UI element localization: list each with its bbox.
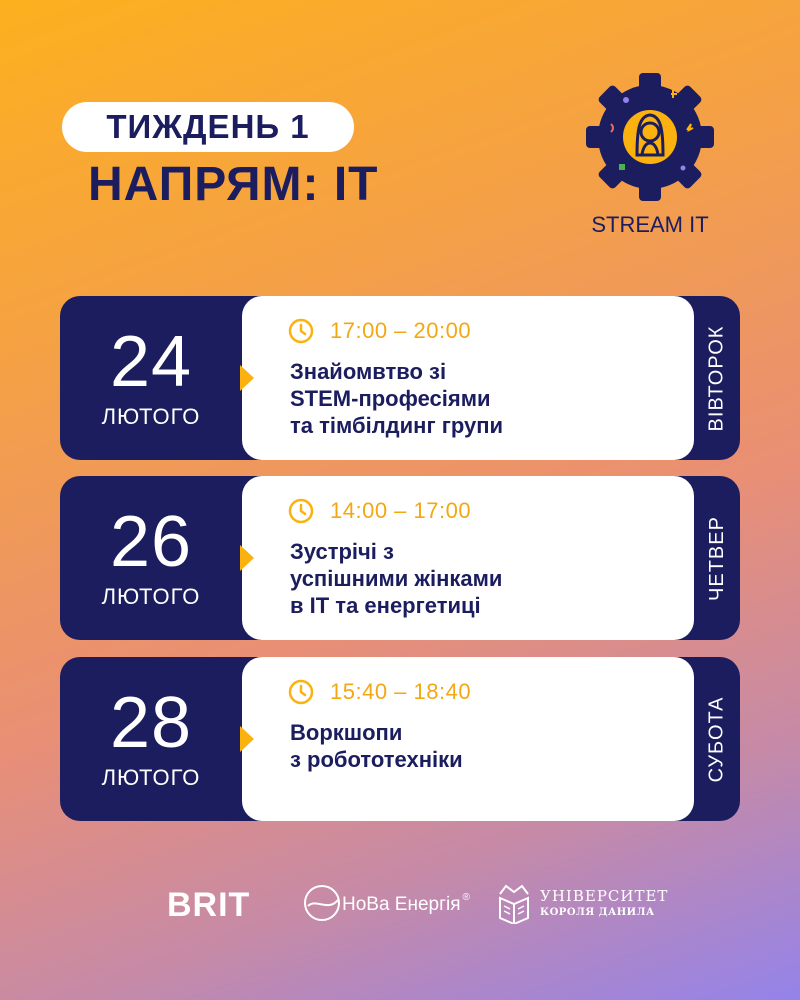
- event-title-line: успішними жінками: [290, 566, 503, 591]
- event-card: [60, 296, 740, 460]
- clock-icon: [288, 498, 314, 524]
- event-time: 17:00 – 20:00: [330, 318, 472, 343]
- event-day: 28: [109, 683, 193, 763]
- event-details: [242, 657, 694, 821]
- event-title-line: в IT та енергетиці: [290, 593, 481, 618]
- event-time: 15:40 – 18:40: [330, 679, 472, 704]
- event-title-line: та тімбілдинг групи: [290, 413, 504, 438]
- university-logo: [496, 880, 668, 924]
- registered-mark: ®: [462, 891, 470, 903]
- event-title-line: Зустрічі з: [290, 539, 394, 564]
- event-day: 26: [109, 502, 193, 582]
- event-title: [290, 719, 680, 773]
- logo-caption: STREAM IT: [591, 212, 709, 237]
- crown-book-icon: [496, 880, 532, 924]
- event-title: [290, 358, 680, 439]
- clock-icon: [288, 679, 314, 705]
- event-title-line: Знайомвтво зі: [290, 359, 447, 384]
- event-title-line: з робототехніки: [290, 747, 463, 772]
- clock-icon: [288, 318, 314, 344]
- event-card: [60, 476, 740, 640]
- event-title-line: STEM-професіями: [290, 386, 491, 411]
- nova-energiya-logo: [302, 882, 470, 924]
- event-month: ЛЮТОГО: [101, 404, 201, 429]
- page-title: НАПРЯМ: IT: [88, 158, 379, 211]
- event-month: ЛЮТОГО: [101, 765, 201, 790]
- event-time-row: [288, 679, 471, 705]
- event-date: [60, 476, 242, 640]
- brit-logo: BRIT: [167, 886, 251, 924]
- partner-logos: [0, 880, 800, 940]
- event-date: [60, 296, 242, 460]
- event-details: [242, 476, 694, 640]
- event-month: ЛЮТОГО: [101, 584, 201, 609]
- university-name-line2: КОРОЛЯ ДАНИЛА: [540, 906, 655, 918]
- event-title-line: Воркшопи: [290, 720, 403, 745]
- arrow-icon: [240, 365, 254, 391]
- event-time-row: [288, 318, 471, 344]
- arrow-icon: [240, 726, 254, 752]
- event-weekday: [694, 657, 740, 821]
- event-time: 14:00 – 17:00: [330, 498, 472, 523]
- event-title: [290, 538, 680, 619]
- event-card: [60, 657, 740, 821]
- event-day: 24: [109, 322, 193, 402]
- event-date: [60, 657, 242, 821]
- arrow-icon: [240, 545, 254, 571]
- event-details: [242, 296, 694, 460]
- stream-it-logo-icon: [583, 70, 717, 204]
- university-name-line1: УНІВЕРСИТЕТ: [540, 886, 669, 905]
- event-weekday-label: ВІВТОРОК: [705, 325, 728, 431]
- event-time-row: [288, 498, 471, 524]
- event-weekday: [694, 296, 740, 460]
- event-weekday: [694, 476, 740, 640]
- week-label: ТИЖДЕНЬ 1: [62, 102, 354, 152]
- event-weekday-label: ЧЕТВЕР: [705, 515, 728, 601]
- event-weekday-label: СУБОТА: [705, 696, 728, 782]
- nova-energiya-text: НоВа Енергія: [342, 894, 461, 915]
